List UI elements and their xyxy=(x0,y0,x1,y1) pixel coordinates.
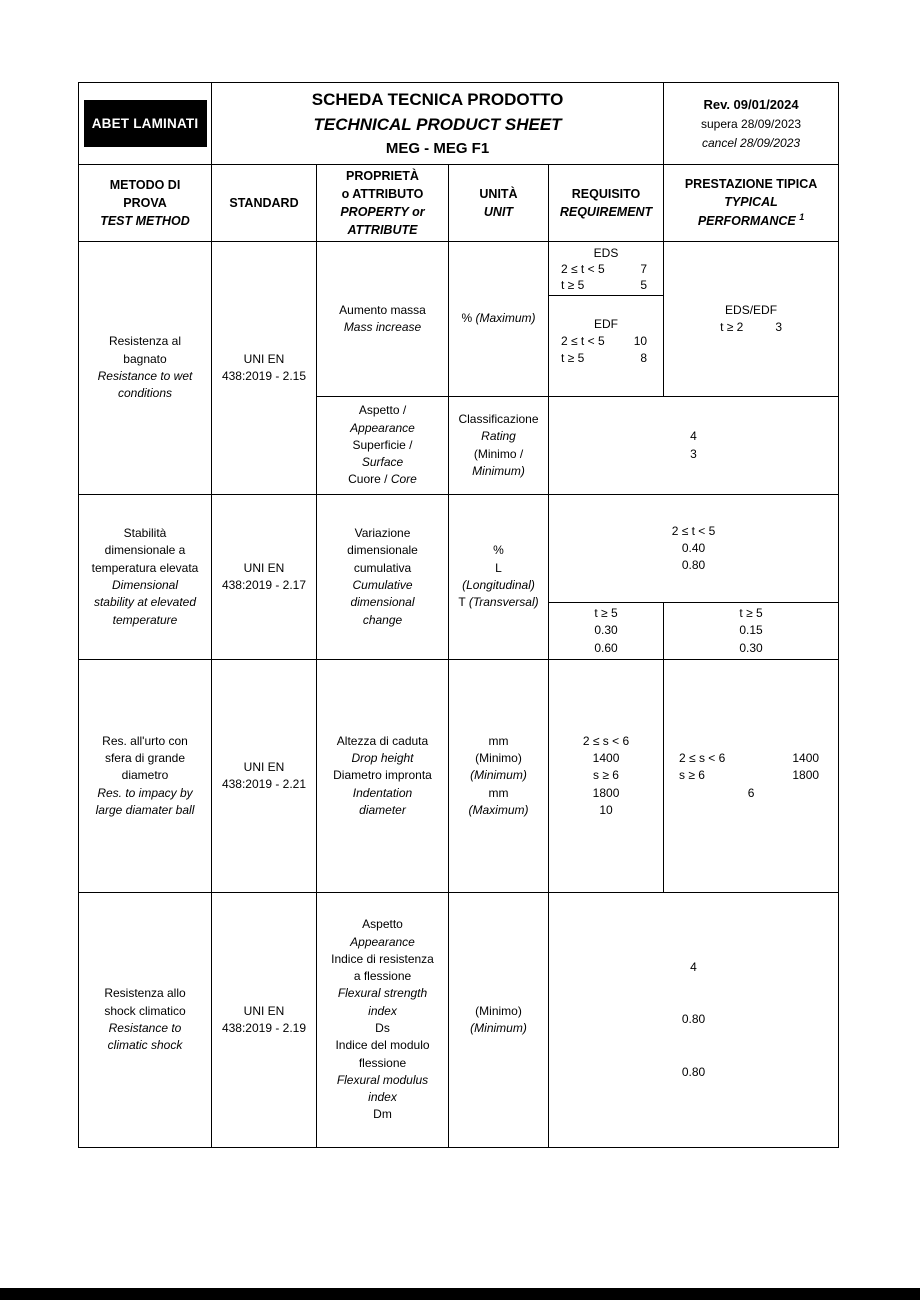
property-line-en: Flexural strength xyxy=(337,986,428,1001)
condition-text: t ≥ 5 xyxy=(594,606,618,621)
property-line-en: dimensional xyxy=(350,595,415,610)
product-name: MEG - MEG F1 xyxy=(385,139,490,157)
condition-text: t ≥ 5 xyxy=(561,351,585,365)
method-line-it: temperatura elevata xyxy=(91,560,199,575)
sheet-title-en: TECHNICAL PRODUCT SHEET xyxy=(313,114,562,134)
property-line-it: Diametro impronta xyxy=(333,768,432,783)
property-line-en: Drop height xyxy=(351,751,414,766)
unit-line: Classificazione xyxy=(458,411,539,426)
header-line: TEST METHOD xyxy=(100,214,190,228)
method-line-it: dimensionale a xyxy=(104,543,186,558)
value-line: 0.15 xyxy=(739,623,763,638)
property-line-en: Flexural modulus xyxy=(336,1072,429,1087)
method-impact xyxy=(79,660,212,893)
unit-line: Rating xyxy=(481,429,516,444)
condition-text: t ≥ 5 xyxy=(739,606,763,621)
property-line-it: flessione xyxy=(358,1055,407,1070)
property-line-it: Altezza di caduta xyxy=(336,733,429,748)
value-line: 0.60 xyxy=(594,640,618,655)
unit-symbol: T xyxy=(458,595,469,610)
method-line-it: sfera di grande xyxy=(104,751,186,766)
method-line-en: temperature xyxy=(112,612,178,627)
unit-impact xyxy=(449,660,549,893)
property-line-mixed xyxy=(320,471,445,488)
property-line-it: Indice del modulo xyxy=(335,1038,430,1053)
standard-line: UNI EN xyxy=(243,351,285,366)
abet-laminati-logo xyxy=(84,100,207,147)
condition-text: 2 ≤ s < 6 xyxy=(582,733,630,748)
unit-mass xyxy=(449,242,549,397)
property-line-en: Appearance xyxy=(350,934,415,949)
property-line-it: Dm xyxy=(373,1107,392,1122)
condition-value-row xyxy=(549,350,663,367)
value-line: 0.30 xyxy=(739,640,763,655)
unit-line: mm xyxy=(488,785,509,800)
standard-line: UNI EN xyxy=(243,560,285,575)
property-line-en: diameter xyxy=(359,802,406,817)
property-line-it: a flessione xyxy=(353,969,412,984)
value-text: 10 xyxy=(633,334,648,348)
col-header-requirement xyxy=(549,165,664,242)
condition-value-row xyxy=(549,261,663,277)
method-line-en: large diamater ball xyxy=(95,802,195,817)
unit-line: (Minimum) xyxy=(470,1021,527,1035)
header-line: PROPERTY or xyxy=(340,205,425,219)
property-line-en: Mass increase xyxy=(343,320,422,334)
header-line: UNITÀ xyxy=(479,187,518,201)
performance-dimensional-thick xyxy=(664,603,839,660)
sheet-title-cell xyxy=(212,83,664,165)
requirement-impact xyxy=(549,660,664,893)
method-line-it: Res. all'urto con xyxy=(102,733,188,748)
unit-line-mixed xyxy=(452,594,545,611)
value-text: 1400 xyxy=(792,751,820,766)
standard-wet xyxy=(212,242,317,495)
value-line: 0.30 xyxy=(594,623,618,638)
property-line-en: index xyxy=(368,1003,397,1018)
footnote-marker: 1 xyxy=(799,212,805,223)
header-line: REQUISITO xyxy=(571,187,641,201)
property-line-it: Aspetto / xyxy=(358,403,407,418)
method-line-it: Resistenza allo xyxy=(104,986,186,1001)
condition-text: s ≥ 6 xyxy=(593,768,619,783)
logo-text: ABET LAMINATI xyxy=(91,115,199,131)
value-line: 1400 xyxy=(592,751,620,766)
value-text: 3 xyxy=(775,320,783,334)
value-line: 4 xyxy=(690,960,697,975)
property-line-it: Superficie / xyxy=(352,437,413,452)
unit-line: (Longitudinal) xyxy=(462,578,535,592)
property-line-it: dimensionale xyxy=(347,543,418,558)
method-line-it: Resistenza al xyxy=(108,334,182,349)
value-line: 3 xyxy=(690,446,697,461)
method-line-it: Stabilità xyxy=(123,526,167,541)
header-line: PROPRIETÀ xyxy=(346,169,419,183)
unit-line: (Maximum) xyxy=(468,802,529,817)
condition-text: 2 ≤ t < 5 xyxy=(671,523,716,538)
property-line-it: cumulativa xyxy=(353,560,412,575)
property-line-it: Aspetto xyxy=(362,917,403,932)
condition-text: t ≥ 2 xyxy=(720,320,744,334)
requirement-mass xyxy=(549,242,664,397)
unit-line: % xyxy=(493,543,504,558)
unit-line: mm xyxy=(488,733,509,748)
header-line: ATTRIBUTE xyxy=(347,223,418,237)
standard-line: 438:2019 - 2.19 xyxy=(221,1021,307,1035)
col-header-property xyxy=(317,165,449,242)
property-appearance xyxy=(317,397,449,495)
unit-line: (Minimo) xyxy=(475,751,522,766)
method-climatic xyxy=(79,893,212,1148)
value-line: 0.80 xyxy=(681,1064,706,1079)
col-header-method xyxy=(79,165,212,242)
property-line-it: Cuore / xyxy=(348,472,391,487)
property-line-en: change xyxy=(362,612,403,627)
standard-line: 438:2019 - 2.21 xyxy=(221,777,307,791)
method-line-it: bagnato xyxy=(123,351,167,366)
property-line-en: Core xyxy=(390,472,417,487)
property-line-en: Surface xyxy=(361,455,404,470)
property-climatic xyxy=(317,893,449,1148)
method-line-en: conditions xyxy=(117,386,173,401)
revision-cell xyxy=(664,83,839,165)
revision-date: Rev. 09/01/2024 xyxy=(703,96,799,112)
property-line-it: Variazione xyxy=(354,526,411,541)
unit-climatic xyxy=(449,893,549,1148)
standard-dimensional xyxy=(212,495,317,660)
technical-data-table xyxy=(78,82,839,1148)
grade-label: EDF xyxy=(594,317,619,331)
method-line-en: Res. to impacy by xyxy=(97,785,193,800)
unit-appearance xyxy=(449,397,549,495)
method-line-en: Dimensional xyxy=(111,578,179,592)
property-line-it: Aumento massa xyxy=(339,302,426,317)
property-line-en: Appearance xyxy=(350,420,415,435)
value-line: 0.40 xyxy=(681,540,706,555)
value-line: 4 xyxy=(690,429,697,444)
standard-line: UNI EN xyxy=(243,759,285,774)
header-line: REQUIREMENT xyxy=(559,205,653,219)
condition-value-row xyxy=(667,750,835,767)
value-text: 1800 xyxy=(792,768,820,783)
performance-mass xyxy=(664,242,839,397)
condition-text: t ≥ 5 xyxy=(561,277,585,292)
standard-impact xyxy=(212,660,317,893)
header-line: PROVA xyxy=(123,196,167,210)
unit-dimensional xyxy=(449,495,549,660)
supersedes-date: supera 28/09/2023 xyxy=(701,116,802,131)
value-line: 0.80 xyxy=(681,1012,706,1027)
value-line: 1800 xyxy=(592,785,620,800)
property-line-en: Indentation xyxy=(352,785,413,800)
unit-line: L xyxy=(495,560,502,575)
value-line: 10 xyxy=(599,802,613,817)
header-line: TYPICAL xyxy=(724,195,778,210)
header-line: METODO DI xyxy=(109,178,181,192)
cancels-date: cancel 28/09/2023 xyxy=(702,135,801,150)
method-wet xyxy=(79,242,212,495)
page-bottom-bar xyxy=(0,1288,920,1300)
method-line-en: stability at elevated xyxy=(93,595,197,610)
value-line: 0.80 xyxy=(681,558,706,573)
value-text: 8 xyxy=(640,351,648,365)
header-line: UNIT xyxy=(483,205,514,219)
value-climatic xyxy=(549,893,839,1148)
header-line: PERFORMANCE xyxy=(697,214,796,229)
method-line-it: shock climatico xyxy=(104,1003,186,1018)
header-line: PRESTAZIONE TIPICA xyxy=(684,177,818,192)
property-mass xyxy=(317,242,449,397)
header-line xyxy=(667,211,835,230)
unit-line: Minimum) xyxy=(472,463,525,478)
method-line-it: diametro xyxy=(121,768,169,783)
unit-line xyxy=(452,310,545,327)
unit-line: (Minimo / xyxy=(473,446,524,461)
condition-value-row xyxy=(667,767,835,784)
col-header-performance xyxy=(664,165,839,242)
requirement-eds-block xyxy=(549,242,663,296)
unit-qualifier: (Transversal) xyxy=(468,595,539,610)
value-line: 6 xyxy=(747,785,755,800)
value-text: 5 xyxy=(640,277,648,292)
condition-value-row xyxy=(549,277,663,293)
grade-label: EDS/EDF xyxy=(725,302,778,317)
requirement-edf-block xyxy=(549,296,663,367)
unit-line: (Minimum) xyxy=(470,768,527,783)
method-line-en: Resistance to wet xyxy=(97,369,193,383)
standard-line: 438:2019 - 2.17 xyxy=(221,578,307,592)
standard-climatic xyxy=(212,893,317,1148)
col-header-unit xyxy=(449,165,549,242)
condition-value-row xyxy=(549,333,663,350)
sheet-title-it: SCHEDA TECNICA PRODOTTO xyxy=(311,89,564,109)
standard-line: 438:2019 - 2.15 xyxy=(221,369,307,383)
requirement-dimensional-thick xyxy=(549,603,664,660)
header-line: STANDARD xyxy=(229,196,299,210)
property-line-en: index xyxy=(368,1090,397,1105)
col-header-standard xyxy=(212,165,317,242)
condition-text: 2 ≤ t < 5 xyxy=(561,334,605,348)
value-appearance xyxy=(549,397,839,495)
property-line-it: Ds xyxy=(375,1021,390,1035)
header-line: o ATTRIBUTO xyxy=(341,187,424,201)
property-line-en: Cumulative xyxy=(352,578,413,592)
value-dimensional-thin xyxy=(549,495,839,603)
method-line-en: climatic shock xyxy=(107,1038,183,1053)
performance-impact xyxy=(664,660,839,893)
method-line-en: Resistance to xyxy=(108,1021,182,1035)
property-dimensional xyxy=(317,495,449,660)
method-dimensional xyxy=(79,495,212,660)
unit-line: (Minimo) xyxy=(475,1003,522,1018)
unit-qualifier: (Maximum) xyxy=(475,311,536,326)
property-line-it: Indice di resistenza xyxy=(331,951,434,966)
logo-cell xyxy=(79,83,212,165)
condition-text: 2 ≤ s < 6 xyxy=(679,751,726,766)
unit-symbol: % xyxy=(461,311,476,326)
condition-text: 2 ≤ t < 5 xyxy=(561,261,605,276)
condition-value-row xyxy=(667,319,835,336)
grade-label: EDS xyxy=(593,245,619,260)
standard-line: UNI EN xyxy=(243,1003,285,1018)
value-text: 7 xyxy=(640,261,648,276)
property-impact xyxy=(317,660,449,893)
condition-text: s ≥ 6 xyxy=(679,768,705,783)
